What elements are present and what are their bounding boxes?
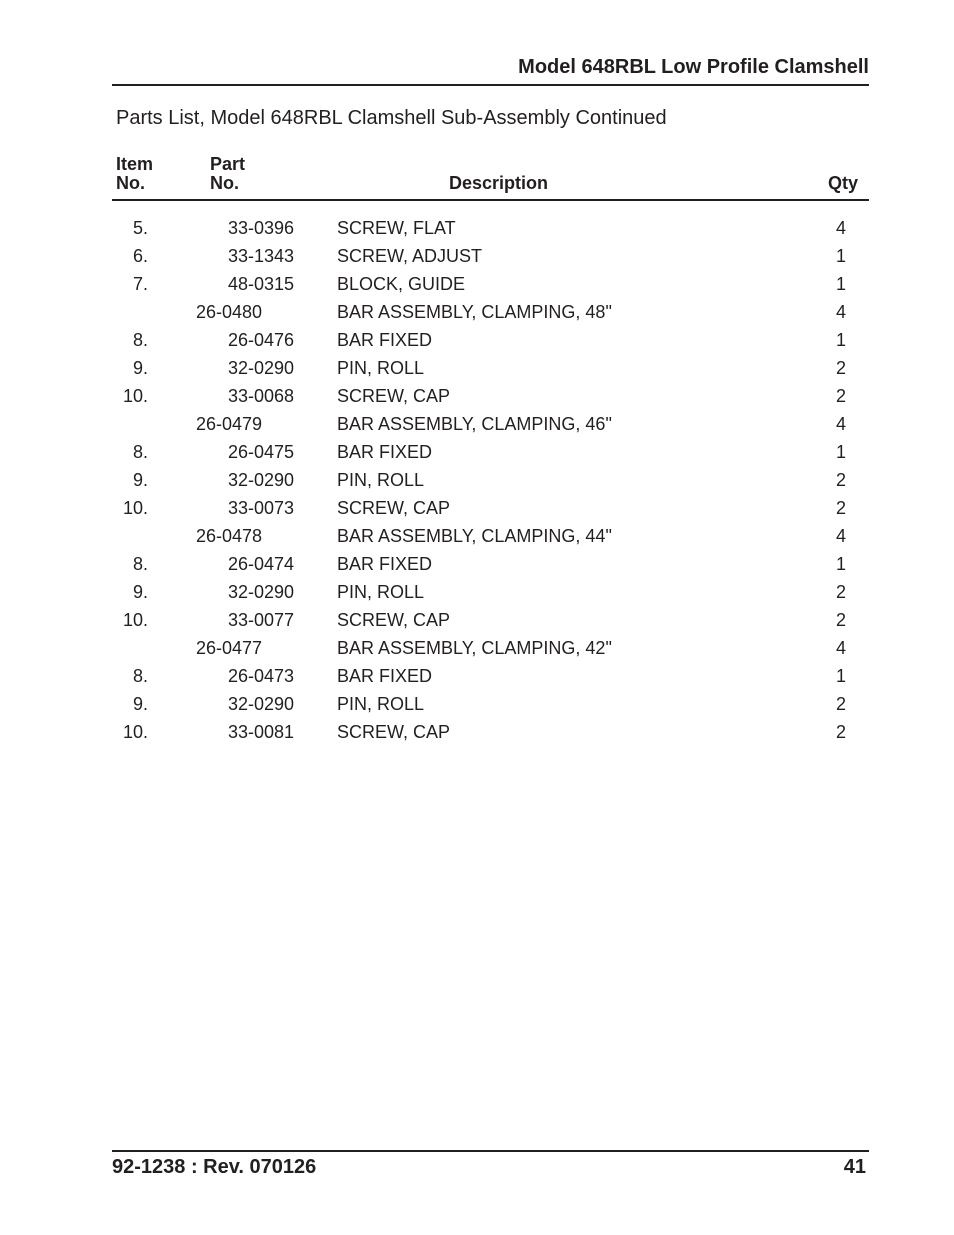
qty-cell: 1: [835, 274, 846, 294]
table-row: [112, 354, 869, 382]
qty-cell: 4: [835, 414, 846, 434]
part-no-cell: 26-0473: [227, 666, 294, 686]
item-no-cell: 6.: [132, 246, 148, 266]
description-cell: BAR ASSEMBLY, CLAMPING, 46": [337, 414, 612, 434]
item-no-cell: 8.: [132, 330, 148, 350]
qty-cell: 4: [835, 526, 846, 546]
table-row: [112, 718, 869, 746]
item-no-cell: 8.: [132, 666, 148, 686]
qty-cell: 2: [835, 582, 846, 602]
part-no-cell: 33-0077: [227, 610, 294, 630]
part-no-cell: 26-0479: [196, 414, 263, 434]
description-cell: SCREW, CAP: [337, 386, 451, 406]
part-no-cell: 33-0081: [227, 722, 294, 742]
item-no-cell: 8.: [132, 554, 148, 574]
parts-table: [112, 214, 869, 746]
column-header-part-line2: No.: [210, 173, 239, 193]
item-no-cell: 10.: [122, 722, 148, 742]
description-cell: PIN, ROLL: [337, 694, 425, 714]
table-row: [112, 270, 869, 298]
description-cell: SCREW, ADJUST: [337, 246, 483, 266]
part-no-cell: 33-0073: [227, 498, 294, 518]
item-no-cell: 10.: [122, 386, 148, 406]
part-no-cell: 33-1343: [227, 246, 294, 266]
qty-cell: 1: [835, 330, 846, 350]
page-number: 41: [843, 1156, 866, 1178]
part-no-cell: 26-0476: [227, 330, 294, 350]
table-row: [112, 662, 869, 690]
table-row: [112, 242, 869, 270]
section-title: Parts List, Model 648RBL Clamshell Sub-Assembly Continued: [116, 107, 667, 129]
table-row: [112, 550, 869, 578]
description-cell: BAR ASSEMBLY, CLAMPING, 42": [337, 638, 612, 658]
column-header-divider: [112, 199, 869, 201]
part-no-cell: 33-0068: [227, 386, 294, 406]
header-divider: [112, 84, 869, 86]
table-row-assembly: [112, 522, 869, 550]
table-row: [112, 578, 869, 606]
table-row: [112, 466, 869, 494]
qty-cell: 4: [835, 638, 846, 658]
qty-cell: 4: [835, 218, 846, 238]
part-no-cell: 32-0290: [227, 694, 294, 714]
column-header-item-no: [116, 155, 153, 193]
part-no-cell: 32-0290: [227, 358, 294, 378]
qty-cell: 1: [835, 554, 846, 574]
column-header-part-line1: Part: [210, 154, 246, 174]
page-header-title: Model 648RBL Low Profile Clamshell: [518, 56, 869, 78]
description-cell: BAR FIXED: [337, 666, 433, 686]
part-no-cell: 26-0477: [196, 638, 263, 658]
table-row: [112, 438, 869, 466]
description-cell: SCREW, CAP: [337, 722, 451, 742]
table-row: [112, 326, 869, 354]
table-row: [112, 382, 869, 410]
qty-cell: 1: [835, 442, 846, 462]
qty-cell: 2: [835, 610, 846, 630]
item-no-cell: 7.: [132, 274, 148, 294]
item-no-cell: 9.: [132, 470, 148, 490]
item-no-cell: 9.: [132, 582, 148, 602]
description-cell: BAR FIXED: [337, 442, 433, 462]
column-header-item-line1: Item: [116, 154, 154, 174]
description-cell: SCREW, CAP: [337, 498, 451, 518]
item-no-cell: 8.: [132, 442, 148, 462]
column-header-part-no: [210, 155, 245, 193]
part-no-cell: 48-0315: [227, 274, 294, 294]
part-no-cell: 33-0396: [227, 218, 294, 238]
description-cell: SCREW, CAP: [337, 610, 451, 630]
table-row-assembly: [112, 634, 869, 662]
description-cell: SCREW, FLAT: [337, 218, 456, 238]
document-revision: 92-1238 : Rev. 070126: [112, 1156, 317, 1178]
table-row-assembly: [112, 410, 869, 438]
qty-cell: 1: [835, 246, 846, 266]
column-header-item-line2: No.: [116, 173, 145, 193]
qty-cell: 2: [835, 722, 846, 742]
description-cell: PIN, ROLL: [337, 470, 425, 490]
description-cell: BAR ASSEMBLY, CLAMPING, 48": [337, 302, 612, 322]
table-row: [112, 494, 869, 522]
part-no-cell: 32-0290: [227, 582, 294, 602]
qty-cell: 2: [835, 694, 846, 714]
table-row: [112, 214, 869, 242]
qty-cell: 1: [835, 666, 846, 686]
part-no-cell: 26-0480: [196, 302, 263, 322]
qty-cell: 2: [835, 470, 846, 490]
item-no-cell: 9.: [132, 358, 148, 378]
part-no-cell: 26-0478: [196, 526, 263, 546]
qty-cell: 2: [835, 358, 846, 378]
item-no-cell: 5.: [132, 218, 148, 238]
part-no-cell: 26-0474: [227, 554, 294, 574]
item-no-cell: 9.: [132, 694, 148, 714]
column-header-qty: Qty: [827, 173, 858, 193]
table-row: [112, 690, 869, 718]
table-row-assembly: [112, 298, 869, 326]
part-no-cell: 26-0475: [227, 442, 294, 462]
description-cell: BAR FIXED: [337, 554, 433, 574]
qty-cell: 4: [835, 302, 846, 322]
description-cell: BAR ASSEMBLY, CLAMPING, 44": [337, 526, 612, 546]
description-cell: PIN, ROLL: [337, 582, 425, 602]
qty-cell: 2: [835, 498, 846, 518]
part-no-cell: 32-0290: [227, 470, 294, 490]
item-no-cell: 10.: [122, 498, 148, 518]
footer-divider: [112, 1150, 869, 1152]
qty-cell: 2: [835, 386, 846, 406]
description-cell: PIN, ROLL: [337, 358, 425, 378]
table-row: [112, 606, 869, 634]
item-no-cell: 10.: [122, 610, 148, 630]
description-cell: BLOCK, GUIDE: [337, 274, 466, 294]
column-header-description: Description: [449, 173, 549, 193]
description-cell: BAR FIXED: [337, 330, 433, 350]
